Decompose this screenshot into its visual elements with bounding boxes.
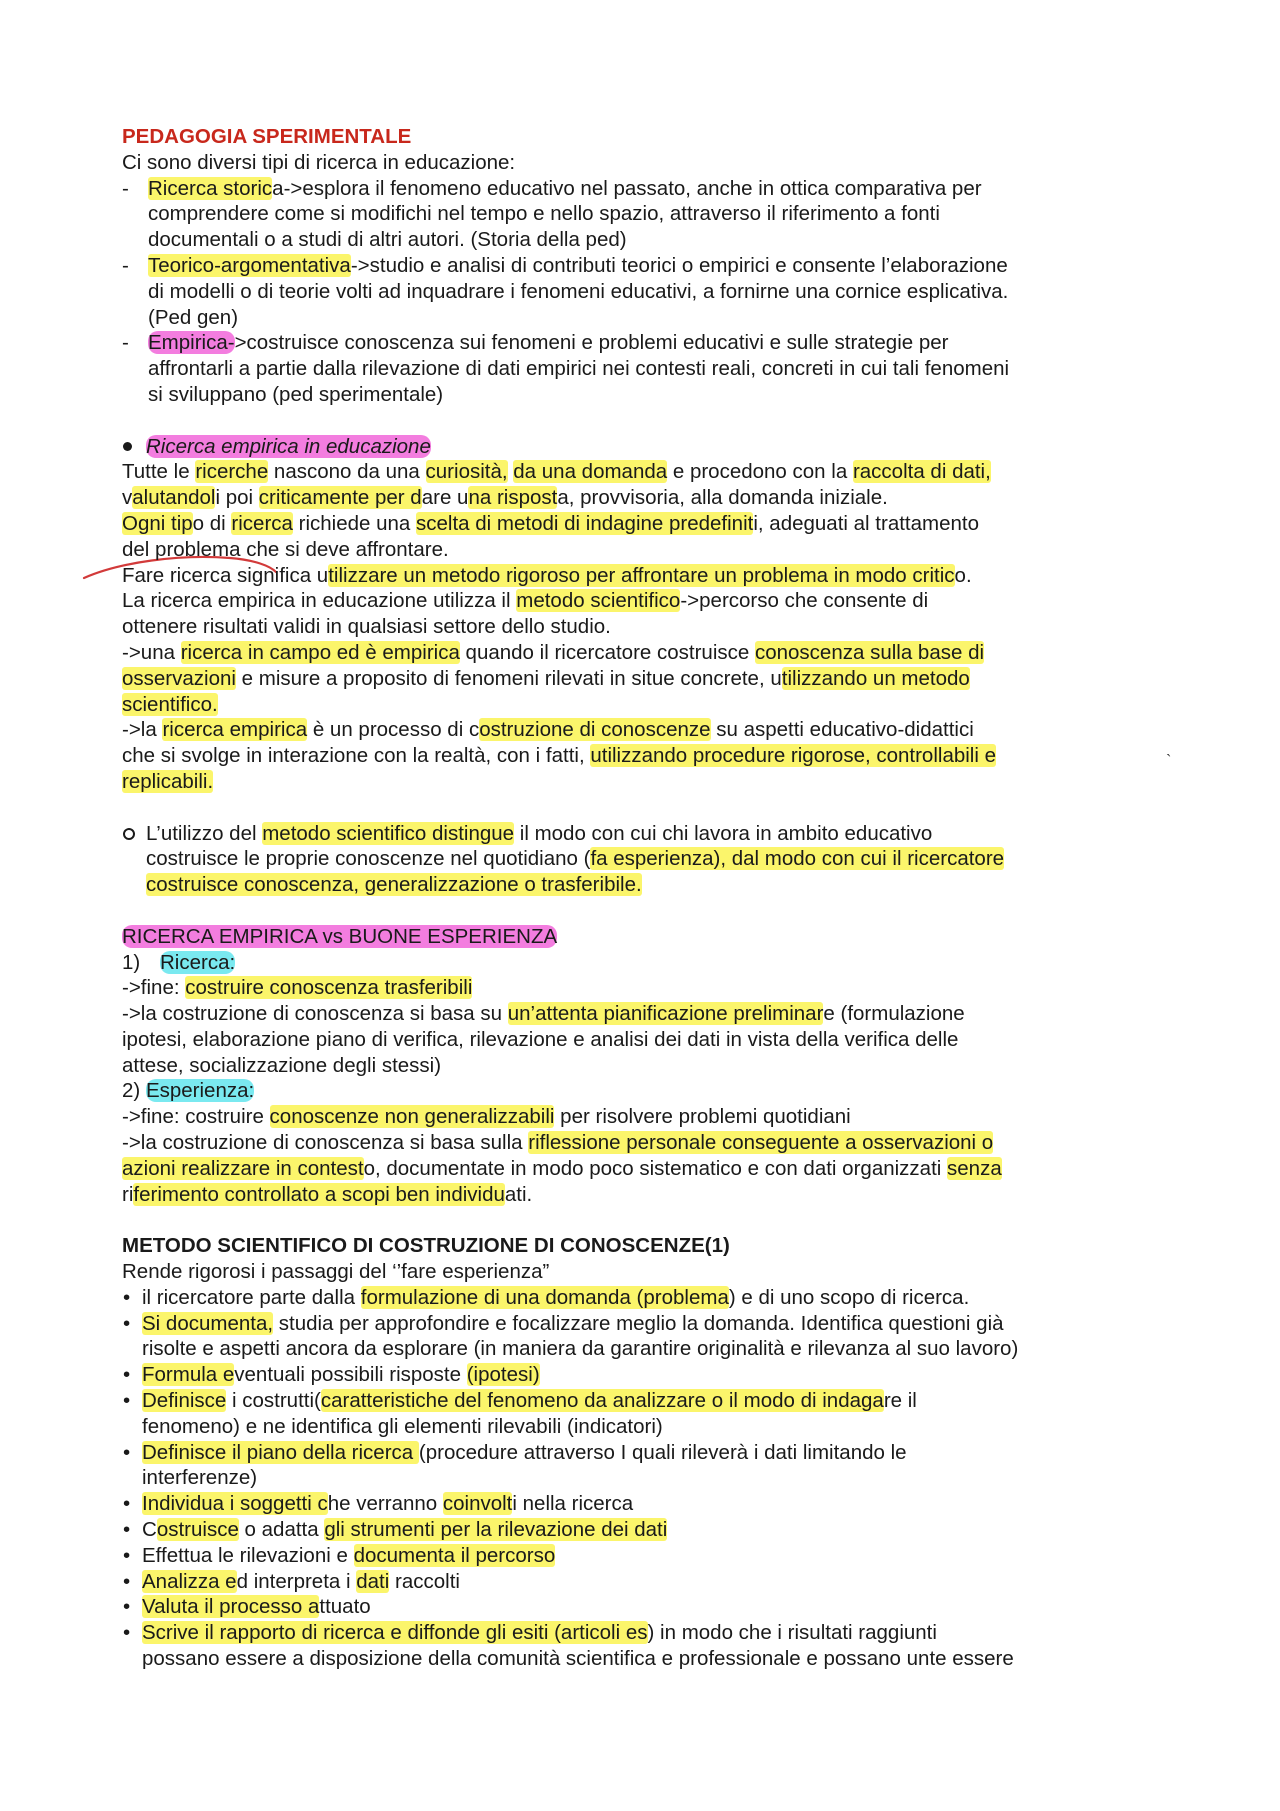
list-item: - Teorico-argomentativa->studio e analisi di contributi teorici o empirici e consente l’elaborazione di modelli o di teorie volti ad inquadrare i fenomeni educativi, a fornirne una cornice esplicativa. (Ped gen) [122, 253, 1009, 329]
highlight: Ricerca storic [148, 176, 273, 200]
dash-marker: - [122, 176, 129, 200]
research-types-list [122, 176, 1182, 408]
list-item: • Individua i soggetti che verranno coinvolti nella ricerca [122, 1491, 1182, 1517]
dash-marker: - [122, 331, 129, 355]
list-item: • Si documenta, studia per approfondire e focalizzare meglio la domanda. Identifica questioni già risolte e aspetti ancora da esplorare (in maniera da garantire originalità e rilevanza al suo lavoro) [122, 1311, 1182, 1363]
highlight: Empirica- [148, 331, 235, 355]
list-item: • Costruisce o adatta gli strumenti per la rilevazione dei dati [122, 1517, 1182, 1543]
list-item: • Valuta il processo attuato [122, 1594, 1182, 1620]
method-subtitle: Rende rigorosi i passaggi del ‘’fare esperienza” [122, 1260, 550, 1284]
list-item: • Formula eventuali possibili risposte (ipotesi) [122, 1362, 1182, 1388]
intro-text: Ci sono diversi tipi di ricerca in educazione: [122, 150, 516, 174]
list-item: • Definisce i costrutti(caratteristiche del fenomeno da analizzare o il modo di indagare il fenomeno) e ne identifica gli elementi rilevabili (indicatori) [122, 1388, 1182, 1440]
list-item: • Definisce il piano della ricerca (procedure attraverso I quali rileverà i dati limitando le interferenze) [122, 1440, 1182, 1492]
method-steps-list [122, 1285, 1182, 1672]
stray-mark: ` [1166, 752, 1172, 769]
list-item: • Effettua le rilevazioni e documenta il percorso [122, 1543, 1182, 1569]
compare-title: RICERCA EMPIRICA vs BUONE ESPERIENZA [122, 924, 558, 948]
dash-marker: - [122, 253, 129, 277]
list-item: • Scrive il rapporto di ricerca e diffonde gli esiti (articoli es) in modo che i risultati raggiunti possano essere a disposizione della comunità scientifica e professionale e possano unte essere [122, 1620, 1182, 1672]
page-title: PEDAGOGIA SPERIMENTALE [122, 125, 412, 148]
section-bullet-heading: Ricerca empirica in educazione [122, 434, 1182, 460]
notes-page: PEDAGOGIA SPERIMENTALE Ci sono diversi tipi di ricerca in educazione: - Ricerca storica->esplora il fenomeno educativo nel passato, anche in ottica comparativa per comprendere come si modifichi nel tempo e nello spazio, attraverso il riferimento a fonti documentali o a studi di altri autori. (Storia della ped) - Teorico-argomentativa->studio e analisi di contributi teorici o empirici e consente l’elaborazione di modelli o di teorie volti ad inquadrare i fenomeni educativi, a fornirne una cornice esplicativa. (Ped gen) - Empirica->costruisce conoscenza sui fenomeni e problemi educativi e sulle strategie per affrontarli a partie dalla rilevazione di dati empirici nei contesti reali, concreti in cui tali fenomeni si sviluppano (ped sperimentale) Ricerca empirica in educazione Tutte le ricerche nascono da una curiosità, da una domanda e procedono con la raccolta di dati, valutandoli poi criticamente per dare una risposta, provvisoria, alla domanda iniziale. Ogni tipo di ricerca richiede una scelta di metodi di indagine predefiniti, adeguati al trattamento del problema che si deve affrontare. Fare ricerca significa utilizzare un metodo rigoroso per affrontare un problema in modo critico. La ricerca empirica in educazione utilizza il metodo scientifico->percorso che consente di ottenere risultati validi in qualsiasi settore dello studio. ->una ricerca in campo ed è empirica quando il ricercatore costruisce conoscenza sulla base di osservazioni e misure a proposito di fenomeni rilevati in situe concrete, utilizzando un metodo scientifico. ->la ricerca empirica è un processo di costruzione di conoscenze su aspetti educativo-didattici che si svolge in interazione con la realtà, con i fatti, utilizzando procedure rigorose, controllabili e replicabili. L’utilizzo del metodo scientifico distingue il modo con cui chi lavora in ambito educativo costruisce le proprie conoscenze nel quotidiano (fa esperienza), dal modo con cui il ricercatore costruisce conoscenza, generalizzazione o trasferibile. RICERCA EMPIRICA vs BUONE ESPERIENZA 1) Ricerca: ->fine: costruire conoscenza trasferibili ->la costruzione di conoscenza si basa su un’attenta pianificazione preliminare (formulazione ipotesi, elaborazione piano di verifica, rilevazione e analisi dei dati in vista della verifica delle attese, socializzazione degli stessi) 2) Esperienza: ->fine: costruire conoscenze non generalizzabili per risolvere problemi quotidiani ->la costruzione di conoscenza si basa sulla riflessione personale conseguente a osservazioni o azioni realizzare in contesto, documentate in modo poco sistematico e con dati organizzati senza riferimento controllato a scopi ben individuati. METODO SCIENTIFICO DI COSTRUZIONE DI CONOSCENZE(1) Rende rigorosi i passaggi del ‘’fare esperienza” • il ricercatore parte dalla formulazione di una domanda (problema) e di uno scopo di ricerca. • Si documenta, studia per approfondire e focalizzare meglio la domanda. Identifica questioni già risolte e aspetti ancora da esplorare (in maniera da garantire originalità e rilevanza al suo lavoro) • Formula eventuali possibili risposte (ipotesi) • Definisce i costrutti(caratteristiche del fenomeno da analizzare o il modo di indagare il fenomeno) e ne identifica gli elementi rilevabili (indicatori) • Definisce il piano della ricerca (procedure attraverso I quali rileverà i dati limitando le interferenze) • Individua i soggetti che verranno coinvolti nella ricerca • Costruisce o adatta gli strumenti per la rilevazione dei dati • Effettua le rilevazioni e documenta il percorso • Analizza ed interpreta i dati raccolti • Valuta il processo attuato • Scrive il rapporto di ricerca e diffonde gli esiti (articoli es) in modo che i risultati raggiunti possano essere a disposizione della comunità scientifica e professionale e possano unte essere [122, 124, 1182, 1672]
method-title: METODO SCIENTIFICO DI COSTRUZIONE DI CONOSCENZE(1) [122, 1234, 730, 1258]
bullet-icon [123, 442, 132, 451]
list-item: - Ricerca storica->esplora il fenomeno educativo nel passato, anche in ottica comparativa per comprendere come si modifichi nel tempo e nello spazio, attraverso il riferimento a fonti documentali o a studi di altri autori. (Storia della ped) [122, 176, 982, 252]
circle-bullet-icon [123, 828, 135, 840]
circle-note: L’utilizzo del metodo scientifico distingue il modo con cui chi lavora in ambito educativo costruisce le proprie conoscenze nel quotidiano (fa esperienza), dal modo con cui il ricercatore costruisce conoscenza, generalizzazione o trasferibile. [122, 821, 1182, 898]
list-item: - Empirica->costruisce conoscenza sui fenomeni e problemi educativi e sulle strategie per affrontarli a partie dalla rilevazione di dati empirici nei contesti reali, concreti in cui tali fenomeni si sviluppano (ped sperimentale) [122, 331, 1010, 406]
list-item: • Analizza ed interpreta i dati raccolti [122, 1569, 1182, 1595]
highlight: Teorico-argomentativa [148, 253, 351, 277]
list-item: • il ricercatore parte dalla formulazione di una domanda (problema) e di uno scopo di ricerca. [122, 1285, 1182, 1311]
